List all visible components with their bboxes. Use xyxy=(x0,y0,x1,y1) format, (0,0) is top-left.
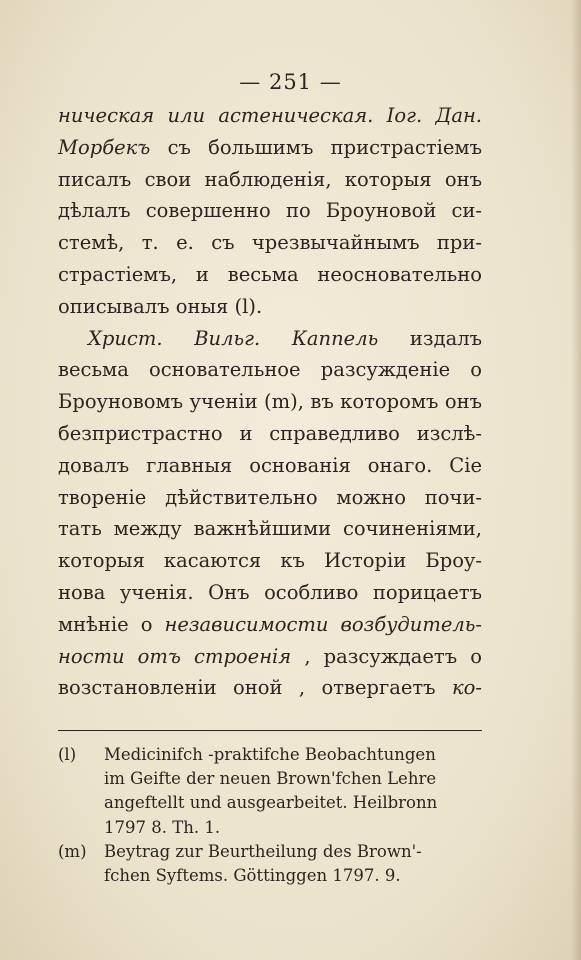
text-line xyxy=(58,323,482,355)
text-line: Броуновомъ ученіи (m), въ которомъ онъ xyxy=(58,390,482,414)
italic-text: ности отъ строенія xyxy=(58,644,292,668)
text-line: описывалъ оныя (l). xyxy=(58,294,263,318)
text-line: твореніе дѣйствительно можно почи- xyxy=(58,485,482,509)
footnote-mark: (m) xyxy=(58,841,87,861)
text-line: весьма основательное разсужденіе о xyxy=(58,358,482,382)
text-line xyxy=(58,609,482,641)
page-number: — 251 — xyxy=(239,70,342,94)
text-line xyxy=(58,100,482,132)
footnote-line: 1797 8. Th. 1. xyxy=(104,817,221,837)
italic-name: Христ. Вильг. Каппель xyxy=(88,326,379,350)
italic-text: ко- xyxy=(452,676,482,700)
text-span: мнѣніе о xyxy=(58,612,165,636)
text-line: дѣлалъ совершенно по Броуновой си- xyxy=(58,199,482,223)
footnote-line: Beytrag zur Beurtheilung des Brown'- xyxy=(104,841,422,861)
page-edge-shadow xyxy=(571,0,581,960)
text-line: страстіемъ, и весьма неосновательно xyxy=(58,262,482,286)
footnotes xyxy=(58,743,488,888)
italic-text: независимости возбудитель- xyxy=(164,612,482,636)
text-line: которыя касаются къ Исторіи Броу- xyxy=(58,549,482,573)
text-span: издалъ xyxy=(378,326,482,350)
text-span: возстановленіи оной , отвергаетъ xyxy=(58,676,453,700)
text-line: тать между важнѣйшими сочиненіями, xyxy=(58,517,482,541)
text-line: безпристрастно и справедливо изслѣ- xyxy=(58,421,482,445)
footnote-line: angeftellt und ausgearbeitet. Heilbronn xyxy=(104,793,438,813)
footnote-l xyxy=(58,743,488,840)
text-line: писалъ свои наблюденія, которыя онъ xyxy=(58,167,482,191)
italic-text: ническая или астеническая. xyxy=(58,104,374,127)
italic-name: Морбекъ xyxy=(58,135,151,159)
text-line xyxy=(58,132,482,164)
text-span: , разсуждаетъ о xyxy=(291,644,482,668)
footnote-line: im Geifte der neuen Brown'fchen Lehre xyxy=(104,769,437,789)
text-line xyxy=(58,672,482,704)
footnote-line: fchen Syftems. Göttinggen 1797. 9. xyxy=(104,865,401,885)
text-line xyxy=(58,641,482,673)
footnote-divider xyxy=(58,730,482,731)
text-line: нова ученія. Онъ особливо порицаетъ xyxy=(58,580,482,604)
footnote-line: Medicinifch -praktifche Beobachtungen xyxy=(104,745,436,764)
italic-name: Іог. Дан. xyxy=(386,104,483,127)
main-text xyxy=(58,100,482,704)
text-line: стемѣ, т. е. съ чрезвычайнымъ при- xyxy=(58,231,482,255)
footnote-m xyxy=(58,840,488,888)
text-line: довалъ главныя основанія онаго. Сіе xyxy=(58,453,482,477)
footnote-mark: (l) xyxy=(58,745,77,764)
text-span: съ большимъ пристрастіемъ xyxy=(150,135,482,159)
